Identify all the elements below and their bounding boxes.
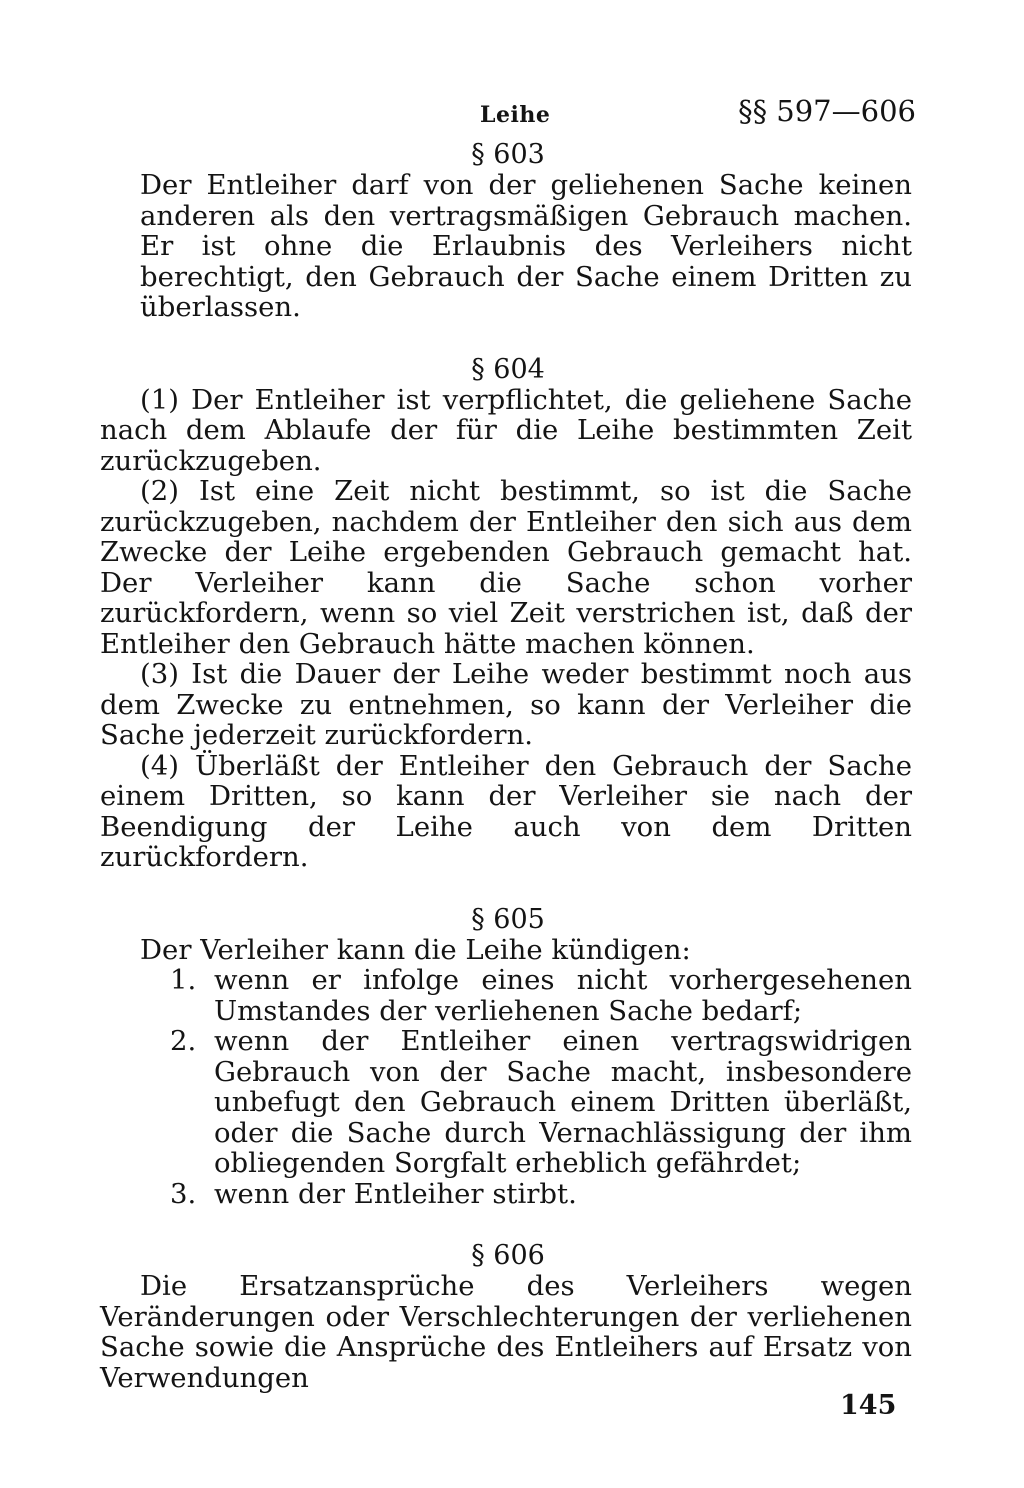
list-text: wenn der Entleiher stirbt. — [214, 1177, 577, 1210]
section-range: §§ 597—606 — [738, 94, 916, 128]
running-title: Leihe — [480, 102, 551, 128]
page-number: 145 — [840, 1390, 897, 1421]
subsection-2: (2) Ist eine Zeit nicht bestimmt, so ist die Sache zurückzugeben, nachdem der Entleiher den sich aus dem Zwecke der Leihe ergebenden Gebrauch gemacht hat. Der Verleiher kann die Sache schon vorher zurückfordern, wenn so viel Zeit verstrichen ist, daß der Entleiher den Gebrauch hätte machen können. — [100, 475, 912, 660]
section-603 — [94, 140, 912, 323]
list-text: wenn der Entleiher einen vertragswidrigen Gebrauch von der Sache macht, insbesondere unbefugt den Gebrauch einem Dritten überläßt, oder die Sache durch Vernachlässigung der ihm obliegenden Sorgfalt erheblich gefährdet; — [214, 1025, 912, 1179]
list-text: wenn er infolge eines nicht vorhergesehenen Umstandes der verliehenen Sache bedarf; — [214, 964, 912, 1027]
section-604 — [94, 355, 912, 873]
section-605 — [94, 905, 912, 1210]
list-number: 1. — [170, 964, 197, 996]
list-number: 2. — [170, 1025, 197, 1057]
section-intro: Der Verleiher kann die Leihe kündigen: — [140, 933, 691, 966]
list-item — [170, 1179, 912, 1210]
paragraph: Die Ersatzansprüche des Verleihers wegen Veränderungen oder Verschlechterungen der verliehenen Sache sowie die Ansprüche des Entleihers auf Ersatz von Verwendungen — [100, 1270, 912, 1394]
page-body — [94, 92, 916, 1394]
subsection-1: (1) Der Entleiher ist verpflichtet, die geliehene Sache nach dem Ablaufe der für die Leihe bestimmten Zeit zurückzugeben. — [100, 383, 912, 477]
list-item — [170, 965, 912, 1026]
section-title: § 603 — [471, 139, 545, 170]
subsection-4: (4) Überläßt der Entleiher den Gebrauch der Sache einem Dritten, so kann der Verleiher sie nach der Beendigung der Leihe auch von dem Dritten zurückfordern. — [100, 749, 912, 873]
list-number: 3. — [170, 1177, 197, 1210]
termination-list — [94, 965, 912, 1209]
page-header — [94, 92, 916, 140]
section-606 — [94, 1241, 912, 1393]
list-item — [170, 1026, 912, 1179]
subsection-3: (3) Ist die Dauer der Leihe weder bestimmt noch aus dem Zwecke zu entnehmen, so kann der Verleiher die Sache jederzeit zurückfordern. — [100, 658, 912, 751]
section-title: § 606 — [471, 1240, 545, 1271]
section-title: § 605 — [471, 903, 545, 935]
paragraph: Der Entleiher darf von der geliehenen Sache keinen anderen als den vertragsmäßigen Gebrauch machen. Er ist ohne die Erlaubnis des Verleihers nicht berechtigt, den Gebrauch der Sache einem Dritten zu überlassen. — [140, 169, 912, 323]
section-title: § 604 — [471, 353, 545, 385]
